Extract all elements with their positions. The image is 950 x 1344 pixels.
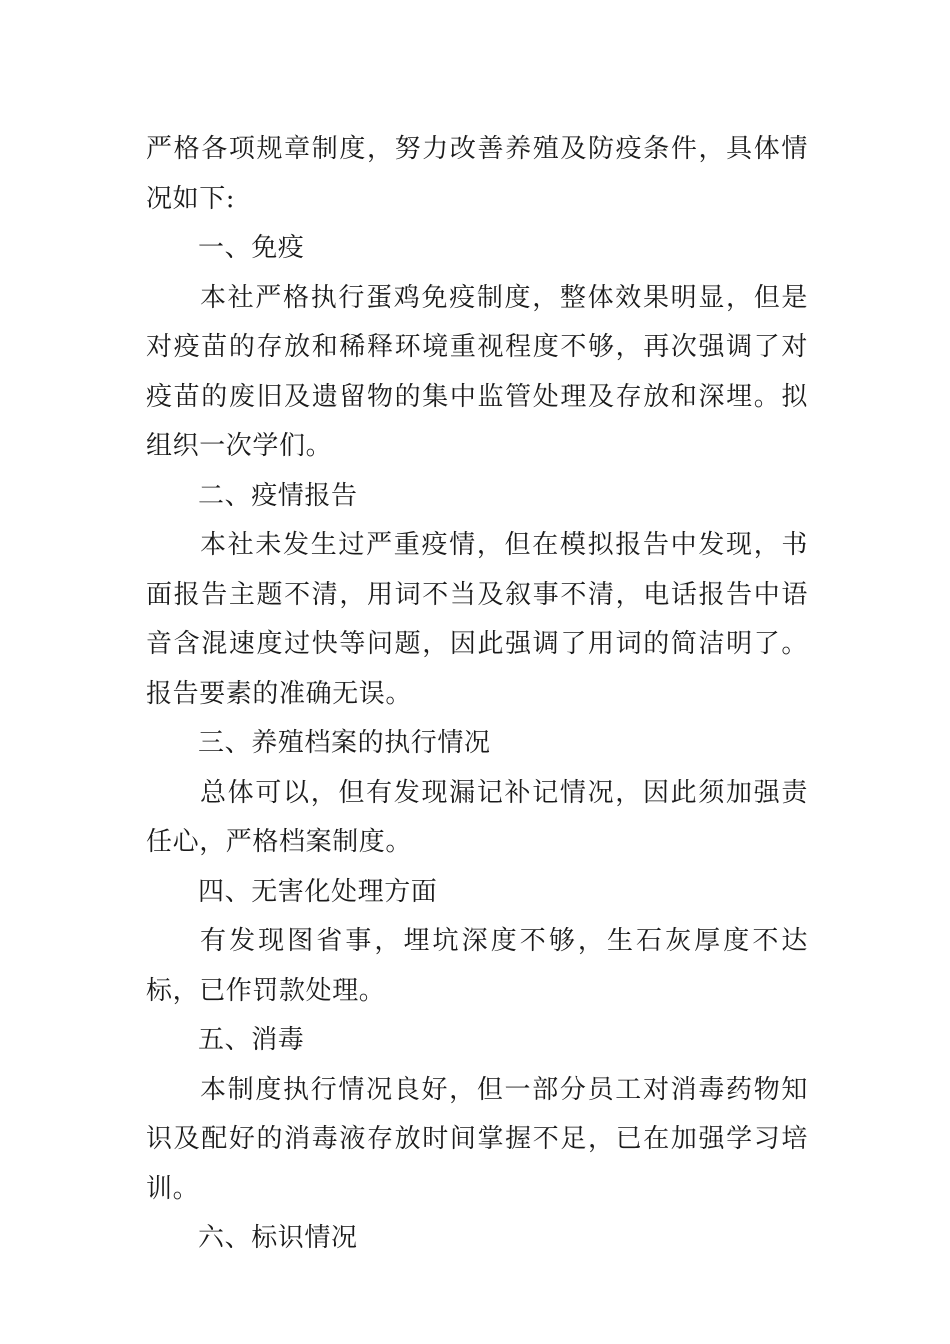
section-heading-immunization: 一、免疫 <box>198 233 305 263</box>
section-body-harmless-treatment: 有发现图省事，埋坑深度不够，生石灰厚度不达标，已作罚款处理。 <box>146 926 808 1006</box>
document-body <box>146 125 808 1264</box>
section-heading-harmless-treatment: 四、无害化处理方面 <box>198 876 438 907</box>
section-body-disinfection: 本制度执行情况良好，但一部分员工对消毒药物知识及配好的消毒液存放时间掌握不足，已在加强学习培训。 <box>146 1074 808 1204</box>
section-heading-identification: 六、标识情况 <box>198 1223 358 1253</box>
section-body-epidemic-report: 本社未发生过严重疫情，但在模拟报告中发现，书面报告主题不清，用词不当及叙事不清，电话报告中语音含混速度过快等问题，因此强调了用词的简洁明了。报告要素的准确无误。 <box>146 530 808 709</box>
section-heading-epidemic-report: 二、疫情报告 <box>198 480 358 511</box>
section-body-breeding-records: 总体可以，但有发现漏记补记情况，因此须加强责任心，严格档案制度。 <box>146 777 808 857</box>
section-heading-breeding-records: 三、养殖档案的执行情况 <box>198 728 491 758</box>
section-heading-disinfection: 五、消毒 <box>198 1025 305 1055</box>
section-body-immunization: 本社严格执行蛋鸡免疫制度，整体效果明显，但是对疫苗的存放和稀释环境重视程度不够，再次强调了对疫苗的废旧及遗留物的集中监管处理及存放和深埋。拟组织一次学们。 <box>146 282 808 461</box>
intro-paragraph: 严格各项规章制度，努力改善养殖及防疫条件，具体情况如下: <box>146 134 808 214</box>
